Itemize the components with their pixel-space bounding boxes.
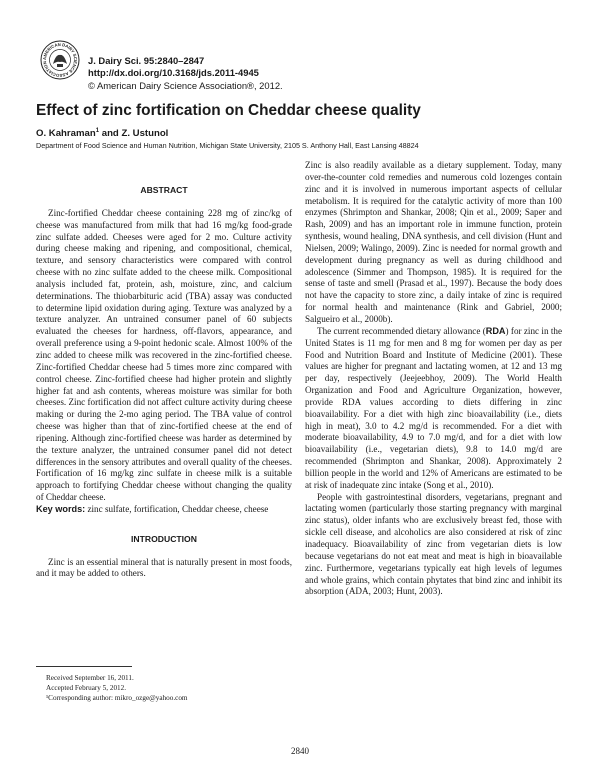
affiliation: Department of Food Science and Human Nutrition, Michigan State University, 2105 S. Anthony Hall, East Lansing 48824 <box>36 141 419 150</box>
copyright: © American Dairy Science Association®, 2012. <box>88 79 283 91</box>
introduction-heading: INTRODUCTION <box>131 533 197 544</box>
intro-paragraph-1-start: Zinc is an essential mineral that is naturally present in most foods, and it may be added to others. <box>36 556 292 579</box>
right-column <box>305 160 562 598</box>
intro-paragraph-3: People with gastrointestinal disorders, vegetarians, pregnant and lactating women (particularly those starting pregnancy with marginal zinc status), older infants who are exclusively breast fed, those with sickle cell disease, and alcoholics are also considered at risk of zinc inadequacy. Bioavailability of zinc from vegetarian diets is low because vegetarians do not eat meat and meat is high in bioavailable zinc. Furthermore, vegetarians typically eat high levels of legumes and whole grains, which contain phytates that bind zinc and inhibit its absorption (ADA, 2003; Hunt, 2003). <box>305 491 562 597</box>
page-number: 2840 <box>291 746 309 756</box>
author-1-footnote-mark[interactable]: 1 <box>95 128 100 134</box>
intro-paragraph-1-continued: Zinc is also readily available as a dietary supplement. Today, many over-the-counter cold remedies and numerous cold lozenges contain zinc and it is involved in numerous important aspects of cellular metabolism. It is required for the catalytic activity of more than 100 enzymes (Shrimpton and Shankar, 2008; Qin et al., 2009; Saper and Rash, 2009) and has an important role in immune function, protein synthesis, wound healing, DNA synthesis, and cell division (Hunt and Nielsen, 2009; Walingo, 2009). Zinc is needed for normal growth and development during pregnancy as well as during childhood and adolescence (Simmer and Thompson, 1985). It is required for the sense of taste and smell (Prasad et al., 1997). Because the body does not have the capacity to store zinc, a daily intake of zinc is required for normal health and maintenance (Rink and Gabriel, 2000; Salgueiro et al., 2000b). <box>305 160 562 324</box>
citation: J. Dairy Sci. 95:2840–2847 <box>88 55 205 66</box>
article-title: Effect of zinc fortification on Cheddar cheese quality <box>36 102 421 119</box>
footnotes <box>36 673 188 703</box>
footnote-divider <box>36 666 132 667</box>
abstract-text: Zinc-fortified Cheddar cheese containing 228 mg of zinc/kg of cheese was manufactured from milk that had 16 mg/kg food-grade zinc sulfate added. Cheeses were aged for 2 mo. Culture activity during cheese making and ripening, and compositional, chemical, texture, and sensory characteristics were compared with control cheese with no zinc sulfate added to the cheese milk. Compositional analysis included fat, protein, ash, moisture, zinc, and calcium determinations. The thiobarbituric acid (TBA) assay was conducted to determine lipid oxidation during aging. Texture was analyzed by a texture analyzer. An untrained consumer panel of 60 subjects evaluated the cheeses for hardness, off-flavors, appearance, and overall preference using a 9-point hedonic scale. Almost 100% of the zinc added to cheese milk was recovered in the zinc-fortified cheese. Zinc-fortified Cheddar cheese had 5 times more zinc compared with control cheese. Zinc-fortified cheese had higher protein and slightly higher fat and ash contents, whereas moisture was similar for both cheeses. Zinc fortification did not affect culture activity during cheese making or during the 2-mo aging period. The TBA value of control cheese was higher than that of zinc-fortified cheese at the end of ripening. Although zinc-fortified cheese was harder as determined by the texture analyzer, the untrained consumer panel did not detect differences in the sensory attributes and overall quality of the cheeses. Fortification of 16 mg/kg zinc sulfate in cheese milk is a suitable approach to fortifying Cheddar cheese without changing the quality of Cheddar cheese. <box>36 207 293 503</box>
journal-seal-logo <box>40 40 80 80</box>
doi-link[interactable]: http://dx.doi.org/10.3168/jds.2011-4945 <box>88 67 259 79</box>
abstract-heading: ABSTRACT <box>140 185 188 195</box>
corresponding-author[interactable]: ¹Corresponding author: mikro_ozge@yahoo.com <box>46 694 188 702</box>
author-2: Z. Ustunol <box>121 128 169 140</box>
author-separator: and <box>99 128 122 140</box>
left-column <box>36 185 292 580</box>
keywords <box>36 504 292 516</box>
journal-header <box>88 55 283 92</box>
intro-paragraph-2 <box>305 326 562 492</box>
author-1: O. Kahraman <box>36 128 96 140</box>
rda-abbreviation: RDA <box>485 325 506 336</box>
keywords-list: zinc sulfate, fortification, Cheddar cheese, cheese <box>85 503 269 514</box>
accepted-date: Accepted February 5, 2012. <box>46 684 127 692</box>
p2-before: The current recommended dietary allowance ( <box>317 325 486 336</box>
p2-after: ) for zinc in the United States is 11 mg for men and 8 mg for women per day as per Food and Nutrition Board and Institute of Medicine (2001). These values are higher for pregnant and lactating women, at 12 and 13 mg per day, respectively (Jeejeebhoy, 2009). The World Health Organization and Food and Agriculture Organization, however, provide RDA values according to diets differing in zinc bioavailability. For a diet with high zinc bioavailability (i.e., diets high in meat), 3.0 to 4.2 mg/d is recommended. For a diet with moderate bioavailability, 4.9 to 7.0 mg/d, and for a diet with low bioavailability (i.e., vegetarian diets), 9.8 to 14.0 mg/d are recommended (Shrimpton and Shankar, 2008). Approximately 2 billion people in the world and 12% of Americans are estimated to be at risk of inadequate zinc intake (Song et al., 2010). <box>305 325 562 490</box>
author-list <box>36 128 168 139</box>
keywords-label: Key words: <box>36 503 86 514</box>
received-date: Received September 16, 2011. <box>46 674 134 682</box>
seal-text: AMERICAN DAIRY SCIENCE ASSOCIATION <box>41 41 79 79</box>
